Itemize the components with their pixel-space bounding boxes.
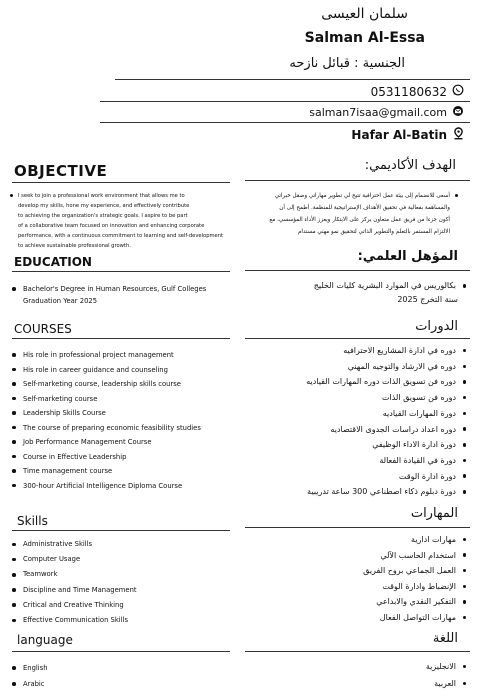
course-item-en: Self-marketing course (10, 392, 201, 407)
course-item-en: 300-hour Artificial Intelligence Diploma Course (10, 479, 201, 494)
course-item-ar: دورة المهارات القياديه (306, 406, 468, 422)
email-address[interactable]: salman7isaa@gmail.com (309, 106, 447, 119)
objective-line-ar: أسعى للانضمام إلى بيئة عمل احترافية تتيح لي تطوير مهاراتي وصقل خبراتي (274, 193, 450, 199)
course-item-ar: دوره فن تسويق الذات دوره المهارات القياديه (306, 374, 468, 390)
language-title-en: language (17, 633, 73, 647)
course-item-en: Self-marketing course, leadership skills course (10, 377, 201, 392)
skill-item-ar: استخدام الحاسب الآلي (363, 548, 468, 564)
education-year-en: Graduation Year 2025 (23, 297, 98, 305)
phone-number[interactable]: 0531180632 (370, 84, 447, 99)
courses-divider-en (12, 338, 230, 339)
course-item-ar: دوره في ادارة المشاريع الاحترافيه (306, 343, 468, 359)
whatsapp-icon (452, 84, 464, 99)
courses-divider-ar (245, 338, 470, 339)
courses-list-ar (306, 343, 468, 500)
course-item-ar: دورة ادارة الاداء الوظيفي (306, 437, 468, 453)
objective-title-en: OBJECTIVE (14, 162, 108, 180)
course-item-ar: دورة دبلوم ذكاء اصطناعي 300 ساعة تدريبية (306, 484, 468, 500)
courses-list-en (10, 348, 201, 493)
language-list-ar (426, 658, 468, 692)
education-title-en: EDUCATION (14, 255, 92, 269)
courses-title-en: COURSES (14, 322, 72, 336)
course-item-ar: دوره اعداد دراسات الجدوى الاقتصاديه (306, 422, 468, 438)
objective-line: of a collaborative team focused on innovation and enhancing corporate (18, 223, 205, 229)
language-title-ar: اللغة (432, 631, 458, 646)
location-row (351, 127, 464, 143)
objective-divider-ar (245, 180, 470, 181)
objective-text-ar (238, 190, 458, 238)
course-item-en: His role in career guidance and counseling (10, 363, 201, 378)
course-item-en: His role in professional project management (10, 348, 201, 363)
objective-line: to achieve sustainable professional growth. (18, 243, 131, 249)
objective-line-ar: أكون جزءا من فريق عمل متعاون يركز على الابتكار ويعزز الأداء المؤسسي، مع (269, 217, 450, 223)
course-item-ar: دوره فن تسويق الذات (306, 390, 468, 406)
objective-line: develop my skills, hone my experience, and effectively contribute (18, 203, 190, 209)
phone-divider (100, 101, 470, 102)
header-divider (115, 79, 470, 80)
course-item-en: Time management course (10, 464, 201, 479)
location-text: Hafar Al-Batin (351, 128, 447, 142)
skill-item-en: Teamwork (10, 567, 137, 582)
skill-item-ar: التفكير النقدي والابداعي (363, 594, 468, 610)
education-divider-ar (245, 270, 470, 271)
language-divider-ar (245, 651, 470, 652)
skill-item-en: Discipline and Time Management (10, 583, 137, 598)
skills-divider-ar (245, 527, 470, 528)
language-list-en (10, 660, 48, 692)
course-item-en: Leadership Skills Course (10, 406, 201, 421)
language-divider-en (12, 651, 230, 652)
name-arabic: سلمان العيسى (321, 6, 408, 22)
education-divider-en (12, 271, 230, 272)
skills-list-en (10, 537, 137, 628)
email-icon (452, 105, 464, 120)
skill-item-ar: مهارات ادارية (363, 532, 468, 548)
education-degree-ar: بكالوريس في الموارد البشرية كليات الخليج (314, 278, 468, 294)
skill-item-en: Effective Communication Skills (10, 613, 137, 628)
skill-item-en: Critical and Creative Thinking (10, 598, 137, 613)
skill-item-ar: الإنضباط وادارة الوقت (363, 579, 468, 595)
language-item-ar: العربية (426, 675, 468, 692)
course-item-en: The course of preparing economic feasibility studies (10, 421, 201, 436)
skill-item-en: Computer Usage (10, 552, 137, 567)
courses-title-ar: الدورات (415, 319, 458, 334)
location-pin-icon (453, 127, 464, 143)
education-year-ar: سنة التخرج 2025 (397, 295, 458, 304)
objective-line-ar: الالتزام المستمر بالتعلم والتطوير الذاتي لتحقيق نمو مهني مستدام (297, 229, 450, 235)
phone-row (371, 84, 464, 99)
skill-item-ar: العمل الجماعي بروح الفريق (363, 563, 468, 579)
objective-bullet-ar (455, 194, 458, 197)
course-item-en: Course in Effective Leadership (10, 450, 201, 465)
nationality: الجنسية : قبائل نازحه (289, 56, 405, 71)
email-row (309, 105, 464, 120)
objective-line: I seek to join a professional work environment that allows me to (18, 193, 185, 199)
language-item-en: English (10, 660, 48, 676)
course-item-ar: دورة في القيادة الفعالة (306, 453, 468, 469)
language-item-ar: الانجليزية (426, 658, 468, 675)
objective-text-en (10, 191, 235, 251)
education-list-en (10, 280, 206, 298)
skills-divider-en (12, 530, 230, 531)
name-english: Salman Al-Essa (304, 30, 425, 46)
course-item-en: Job Performance Management Course (10, 435, 201, 450)
objective-title-ar: الهدف الأكاديمي: (364, 158, 456, 173)
education-title-ar: المؤهل العلمي: (357, 249, 458, 264)
course-item-ar: دورة ادارة الوقت (306, 469, 468, 485)
education-list-ar (314, 278, 468, 294)
skills-title-en: Skills (17, 514, 48, 528)
course-item-ar: دوره في الارشاد والتوجيه المهني (306, 359, 468, 375)
education-degree-en: Bachelor's Degree in Human Resources, Gulf Colleges (10, 280, 206, 298)
objective-line-ar: والمساهمة بفعالية في تحقيق الأهداف الإستراتيجية للمنظمة. أطمح إلى أن (279, 205, 450, 211)
objective-bullet (10, 194, 13, 197)
objective-divider-en (12, 182, 230, 183)
objective-line: to achieving the organization's strategic goals. I aspire to be part (18, 213, 188, 219)
skills-list-ar (363, 532, 468, 626)
email-divider (100, 122, 470, 123)
skill-item-ar: مهارات التواصل الفعال (363, 610, 468, 626)
skill-item-en: Administrative Skills (10, 537, 137, 552)
objective-line: performance, with a continuous commitment to learning and self-development (18, 233, 224, 239)
language-item-en: Arabic (10, 676, 48, 692)
skills-title-ar: المهارات (410, 506, 458, 521)
